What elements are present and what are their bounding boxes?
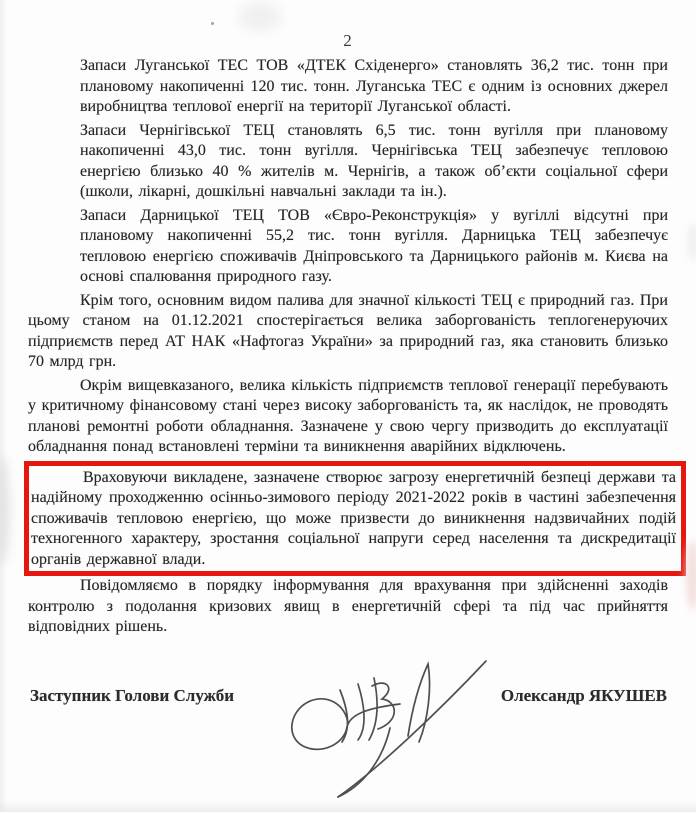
paragraph-luhanska-tes: Запаси Луганської ТЕС ТОВ «ДТЕК Східенерго» становлять 36,2 тис. тонн при плановому накопиченні 120 тис. тонн. Луганська ТЕС є одним із основних джерел виробництва теплової енергії на території Луганської області.	[80, 57, 668, 115]
paragraph-financial-state: Окрім вищевказаного, велика кількість підприємств теплової генерації перебувають у критичному фінансовому стані через високу заборгованість та, як наслідок, не проводять планові ремонтні роботи обладнання. Зазначене у свою чергу призводить до експлуатації обладнання понад встановлені терміни та виникнення аварійних відключень.	[28, 376, 668, 455]
paragraph-chernihivska-tets: Запаси Чернігівської ТЕЦ становлять 6,5 тис. тонн вугілля при плановому накопиченні 43,0 тис. тонн вугілля. Чернігівська ТЕЦ забезпечує тепловою енергією близько 40 % жителів м. Чернігів, а також об’єкти соціальної сфери (школи, лікарні, дошкільні навчальні заклади та ін.).	[80, 121, 668, 200]
paragraph-natural-gas-debt: Крім того, основним видом палива для значної кількості ТЕЦ є природний газ. При цьому станом на 01.12.2021 спостерігається велика заборгованість теплогенеруючих підприємств перед АТ НАК «Нафтогаз України» за природний газ, яка становить близько 70 млрд грн.	[28, 291, 668, 370]
signature-strokes	[292, 661, 486, 797]
scan-smudge-top	[238, 2, 282, 32]
page-number: 2	[343, 31, 353, 50]
scan-smudge-right-upper	[688, 222, 696, 262]
handwritten-signature	[278, 628, 498, 813]
scan-smudge-left	[0, 455, 10, 565]
scan-smudge-right	[686, 540, 696, 610]
paragraph-notification: Повідомляємо в порядку інформування для врахування при здійсненні заходів контролю з подолання кризових явищ в енергетичній сфері та під час прийняття відповідних рішень.	[28, 577, 668, 635]
paragraph-darnytska-tets: Запаси Дарницької ТЕЦ ТОВ «Євро-Реконструкція» у вугіллі відсутні при плановому накопиченні 55,2 тис. тонн вугілля. Дарницька ТЕЦ забезпечує тепловою енергією споживачів Дніпровського та Дарницького районів м. Києва на основі спалювання природного газу.	[80, 206, 668, 285]
signer-name: Олександр ЯКУШЕВ	[500, 685, 667, 705]
scan-speck	[211, 22, 214, 25]
paragraph-highlighted-threat: Враховуючи викладене, зазначене створює загрозу енергетичній безпеці держави та надійному проходженню осінньо-зимового періоду 2021-2022 років в частині забезпечення споживачів тепловою енергією, що може призвести до виникнення надзвичайних подій техногенного характеру, зростання соціальної напруги серед населення та дискредитації органів державної влади.	[31, 468, 676, 568]
highlight-box	[24, 461, 686, 577]
signer-position-title: Заступник Голови Служби	[30, 685, 234, 705]
